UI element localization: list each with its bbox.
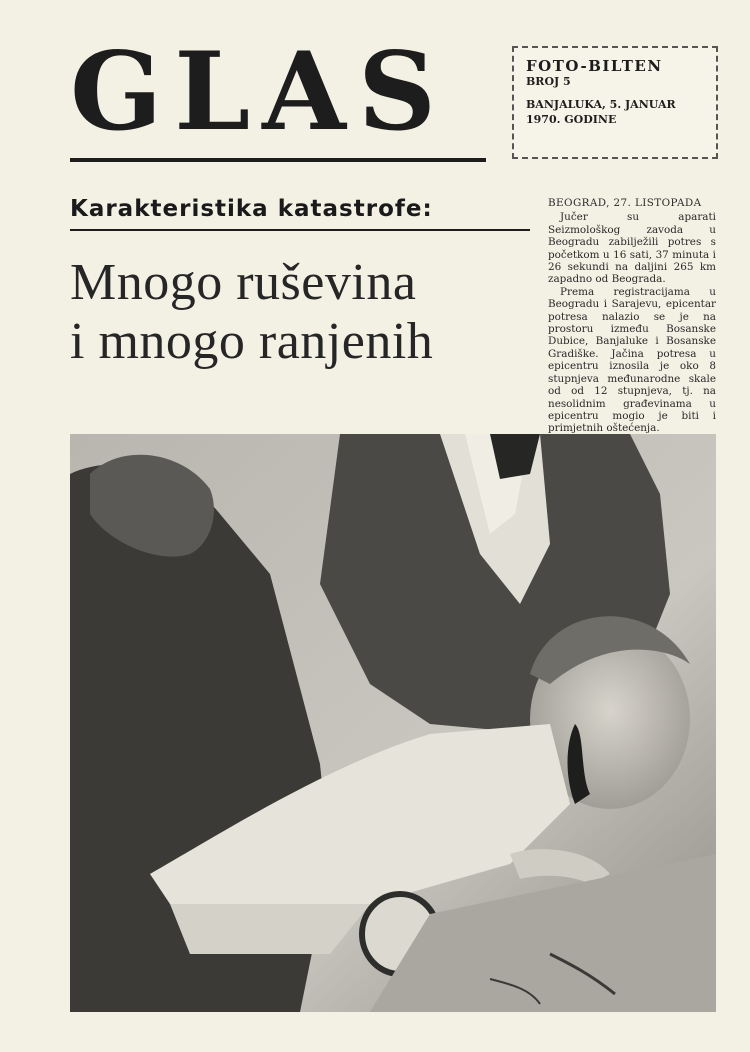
article-paragraph-1: Jučer su aparati Seizmološkog zavoda u Beogradu zabilježili potres s početkom u 16 sati, 37 minuta i 26 sekundi na daljini 265 km zapadno od Beograda. — [548, 211, 716, 286]
news-photo — [70, 434, 716, 1012]
article-kicker: Karakteristika katastrofe: — [70, 196, 433, 222]
article-paragraph-2: Prema registracijama u Beogradu i Sarajevu, epicentar potresa nalazio se je na prostoru između Bosanske Dubice, Banjaluke i Bosanske Gradiške. Jačina potresa u epicentru iznosila je oko 8 stupnjeva međunarodne skale od od 12 stupnjeva, tj. na nesolidnim građevinama u epicentru mogio je biti i primjetnih oštećenja. — [548, 285, 716, 435]
bulletin-title: FOTO-BILTEN — [526, 57, 663, 75]
article-column — [548, 197, 716, 435]
bulletin-issue: BROJ 5 — [526, 75, 571, 89]
headline-line1: Mnogo ruševina — [70, 254, 417, 311]
kicker-rule — [70, 229, 530, 231]
photo-illustration — [70, 434, 716, 1012]
bulletin-date-line2: 1970. GODINE — [526, 112, 617, 126]
bulletin-box — [512, 46, 718, 159]
masthead — [70, 29, 486, 156]
bulletin-date-line1: BANJALUKA, 5. JANUAR — [526, 98, 676, 112]
masthead-rule — [70, 158, 486, 162]
masthead-title: GLAS — [70, 29, 448, 155]
headline-line2: i mnogo ranjenih — [70, 312, 434, 370]
article-headline — [70, 254, 540, 372]
article-dateline: BEOGRAD, 27. LISTOPADA — [548, 197, 702, 209]
